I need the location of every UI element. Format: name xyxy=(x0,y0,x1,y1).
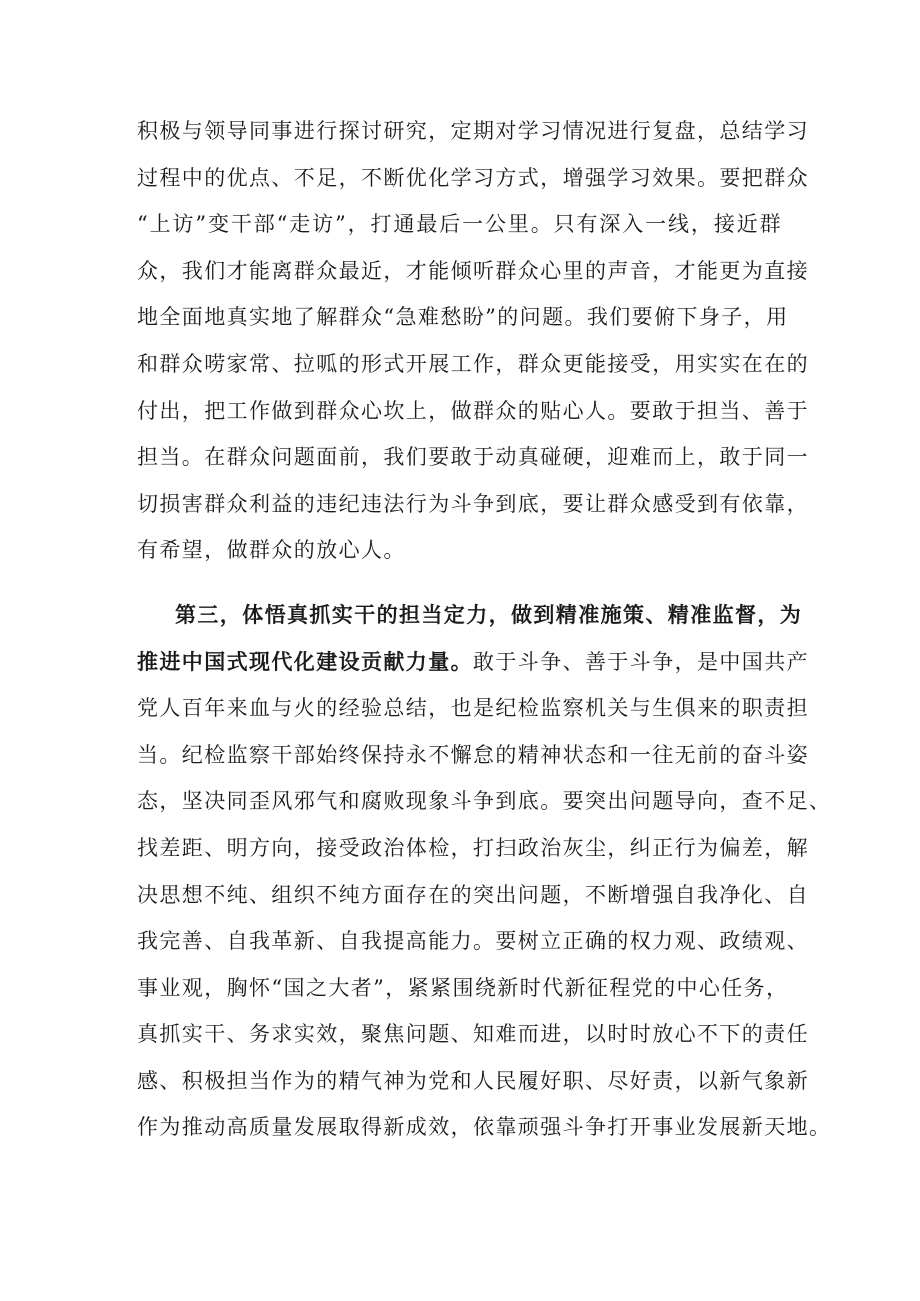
document-body xyxy=(137,108,832,1151)
section-heading-continuation: 推进中国式现代化建设贡献力量。 xyxy=(137,648,473,674)
text-line: 找差距、明方向，接受政治体检，打扫政治灰尘，纠正行为偏差，解 xyxy=(137,835,809,860)
paragraph-2 xyxy=(137,592,832,1151)
text-line: 和群众唠家常、拉呱的形式开展工作，群众更能接受，用实实在在的 xyxy=(137,351,809,376)
text-line: “上访”变干部“走访”，打通最后一公里。只有深入一线，接近群 xyxy=(137,212,782,237)
section-heading-line: 第三，体悟真抓实干的担当定力，做到精准施策、精准监督，为 xyxy=(175,601,803,627)
text-line: 真抓实干、务求实效，聚焦问题、知难而进，以时时放心不下的责任 xyxy=(137,1022,809,1047)
text-line: 担当。在群众问题面前，我们要敢于动真碰硬，迎难而上，敢于同一 xyxy=(137,445,809,470)
paragraph-gap xyxy=(137,574,782,592)
text-line: 众，我们才能离群众最近，才能倾听群众心里的声音，才能更为直接 xyxy=(137,258,809,283)
text-line: 党人百年来血与火的经验总结，也是纪检监察机关与生俱来的职责担 xyxy=(137,696,809,721)
text-line: 切损害群众利益的违纪违法行为斗争到底，要让群众感受到有依靠， xyxy=(137,491,809,516)
text-line: 付出，把工作做到群众心坎上，做群众的贴心人。要敢于担当、善于 xyxy=(137,398,809,423)
text-line: 地全面地真实地了解群众“急难愁盼”的问题。我们要俯下身子，用 xyxy=(137,305,789,330)
text-line-last: 有希望，做群众的放心人。 xyxy=(137,538,406,563)
text-line: 决思想不纯、组织不纯方面存在的突出问题，不断增强自我净化、自 xyxy=(137,882,809,907)
text-line: 感、积极担当作为的精气神为党和人民履好职、尽好责，以新气象新 xyxy=(137,1068,809,1093)
text-segment: 敢于斗争、善于斗争，是中国共产 xyxy=(473,649,809,674)
text-line: 作为推动高质量发展取得新成效，依靠顽强斗争打开事业发展新天地。 xyxy=(137,1115,832,1140)
text-line: 事业观，胸怀“国之大者”，紧紧围绕新时代新征程党的中心任务， xyxy=(137,975,789,1000)
paragraph-1 xyxy=(137,108,809,574)
text-line: 当。纪检监察干部始终保持永不懈怠的精神状态和一往无前的奋斗姿 xyxy=(137,742,809,767)
text-line: 我完善、自我革新、自我提高能力。要树立正确的权力观、政绩观、 xyxy=(137,929,809,954)
text-line: 积极与领导同事进行探讨研究，定期对学习情况进行复盘，总结学习 xyxy=(137,119,809,143)
text-line-mixed xyxy=(137,639,809,686)
text-line: 过程中的优点、不足，不断优化学习方式，增强学习效果。要把群众 xyxy=(137,165,809,190)
text-line: 态，坚决同歪风邪气和腐败现象斗争到底。要突出问题导向，查不足、 xyxy=(137,789,832,814)
